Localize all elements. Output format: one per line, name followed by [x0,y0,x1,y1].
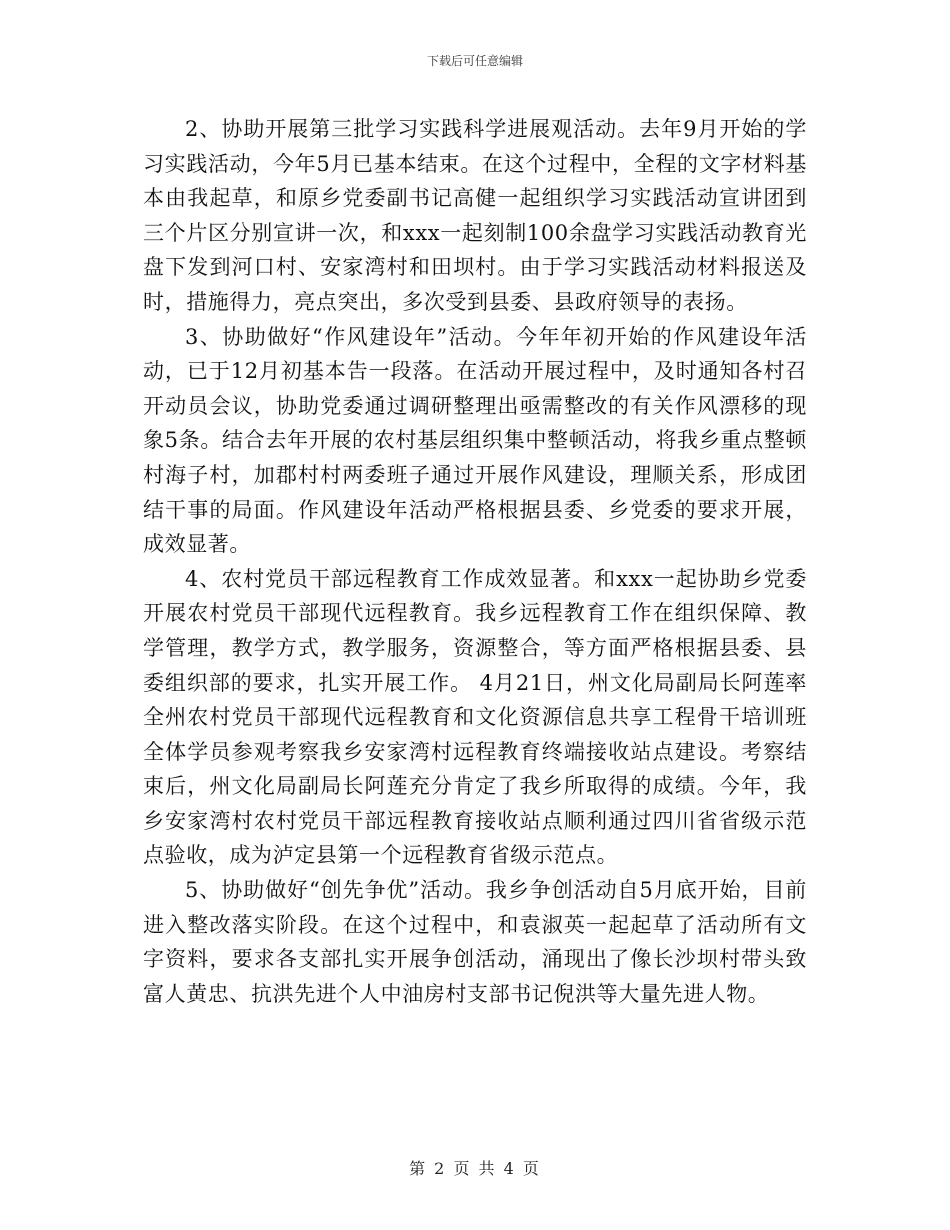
page-number-footer: 第 2 页 共 4 页 [409,1159,541,1178]
paragraph-item-3: 3、协助做好“作风建设年”活动。今年年初开始的作风建设年活动，已于12月初基本告一段落。在活动开展过程中，及时通知各村召开动员会议，协助党委通过调研整理出亟需整改的有关作风漂移的现象5条。结合去年开展的农村基层组织集中整顿活动，将我乡重点整顿村海子村，加郡村村两委班子通过开展作风建设，理顺关系，形成团结干事的局面。作风建设年活动严格根据县委、乡党委的要求开展，成效显著。 [143,324,807,557]
document-body [143,112,807,1011]
paragraph-item-4: 4、农村党员干部远程教育工作成效显著。和xxx一起协助乡党委开展农村党员干部现代远程教育。我乡远程教育工作在组织保障、教学管理，教学方式，教学服务，资源整合，等方面严格根据县委、县委组织部的要求，扎实开展工作。 4月21日，州文化局副局长阿莲率全州农村党员干部现代远程教育和文化资源信息共享工程骨干培训班全体学员参观考察我乡安家湾村远程教育终端接收站点建设。考察结束后，州文化局副局长阿莲充分肯定了我乡所取得的成绩。今年，我乡安家湾村农村党员干部远程教育接收站点顺利通过四川省省级示范点验收，成为泸定县第一个远程教育省级示范点。 [143,566,807,868]
paragraph-item-2: 2、协助开展第三批学习实践科学进展观活动。去年9月开始的学习实践活动，今年5月已基本结束。在这个过程中，全程的文字材料基本由我起草，和原乡党委副书记高健一起组织学习实践活动宣讲团到三个片区分别宣讲一次，和xxx一起刻制100余盘学习实践活动教育光盘下发到河口村、安家湾村和田坝村。由于学习实践活动材料报送及时，措施得力，亮点突出，多次受到县委、县政府领导的表扬。 [143,117,807,314]
page-header-note: 下载后可任意编辑 [426,54,523,68]
paragraph-item-5: 5、协助做好“创先争优”活动。我乡争创活动自5月底开始，目前进入整改落实阶段。在这个过程中，和袁淑英一起起草了活动所有文字资料，要求各支部扎实开展争创活动，涌现出了像长沙坝村带头致富人黄忠、抗洪先进个人中油房村支部书记倪洪等大量先进人物。 [143,878,807,1006]
